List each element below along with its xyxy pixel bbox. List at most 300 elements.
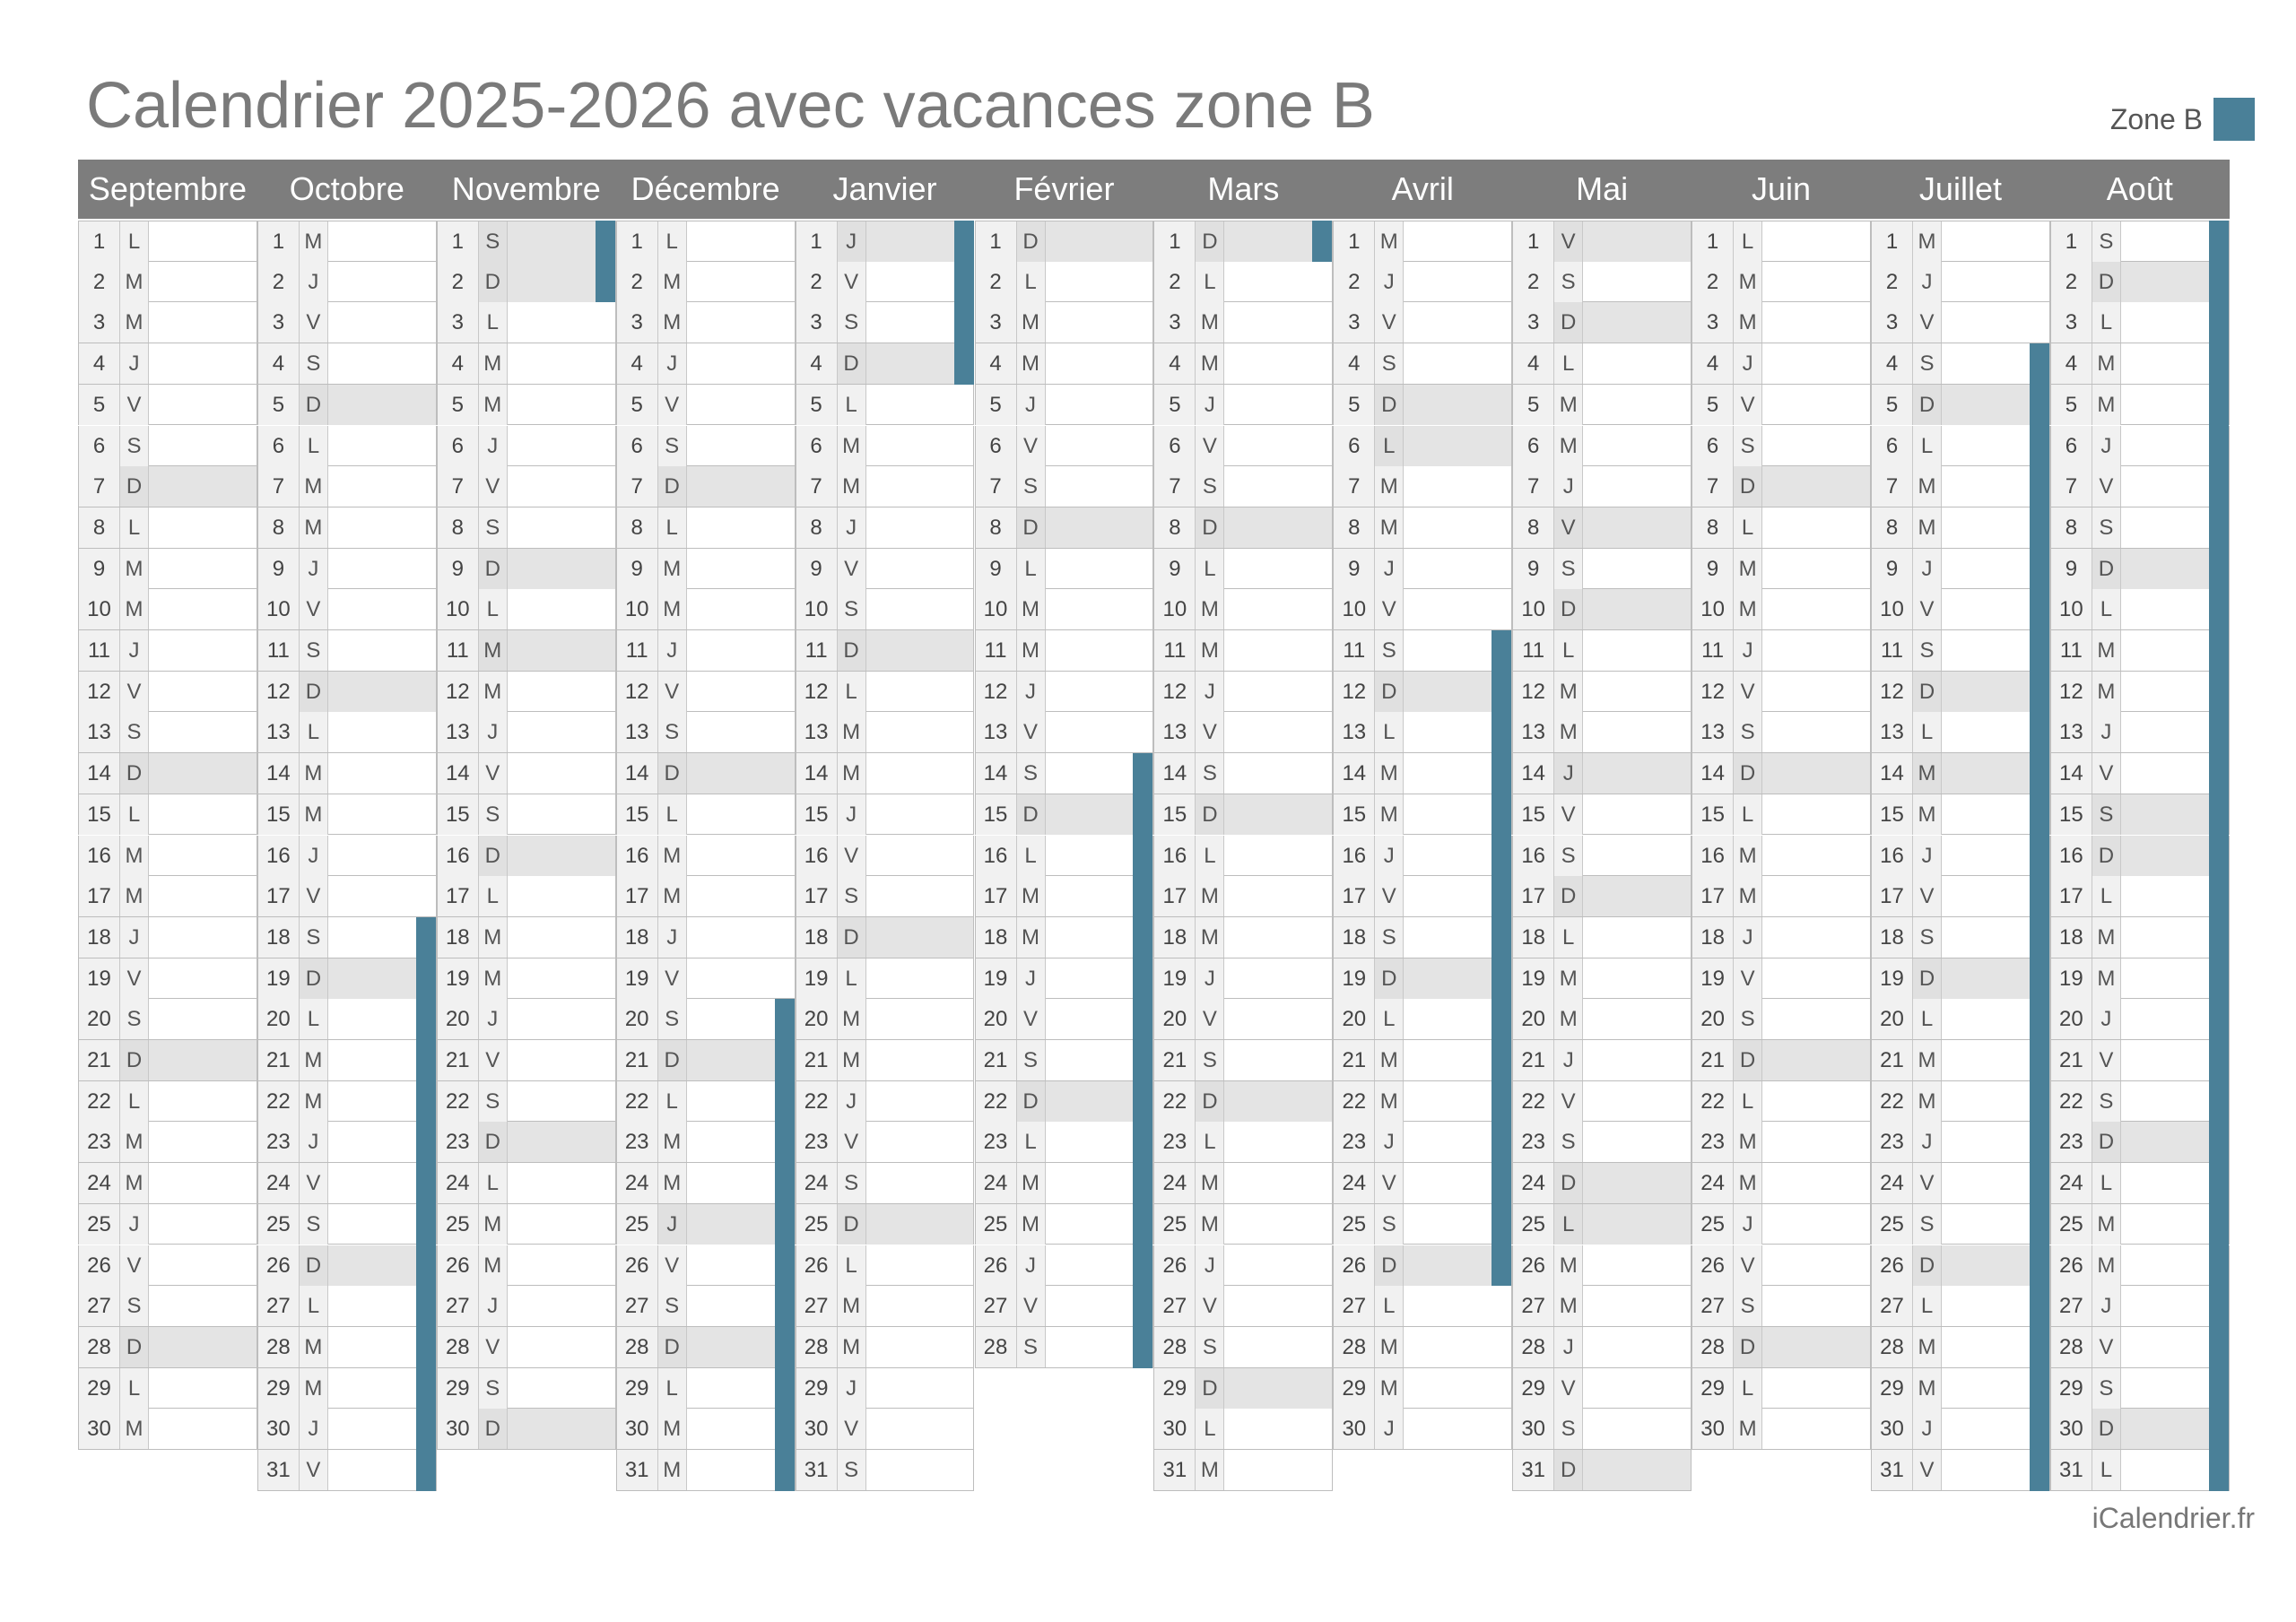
day-weekday: M — [1017, 917, 1046, 958]
day-weekday: S — [1375, 1204, 1404, 1245]
day-cell — [257, 1409, 437, 1450]
day-cell — [437, 466, 616, 507]
day-number: 14 — [79, 753, 120, 794]
day-weekday: S — [1017, 753, 1046, 794]
day-note-area — [149, 1409, 257, 1449]
day-cell — [437, 549, 616, 590]
day-number: 14 — [258, 753, 300, 794]
day-cell — [1333, 466, 1512, 507]
day-number: 18 — [1692, 917, 1734, 958]
day-cell — [616, 876, 796, 917]
day-number: 23 — [438, 1122, 479, 1162]
day-number: 7 — [1154, 466, 1196, 507]
day-number: 16 — [258, 836, 300, 876]
day-note-area — [1762, 1163, 1870, 1203]
day-weekday: J — [658, 343, 687, 384]
day-note-area — [866, 507, 974, 548]
day-cell — [1333, 1409, 1512, 1450]
day-cell — [437, 302, 616, 343]
day-note-area — [1224, 302, 1332, 343]
day-weekday: D — [300, 672, 328, 712]
day-weekday: S — [1913, 630, 1942, 671]
day-weekday: S — [658, 426, 687, 466]
day-weekday: M — [1554, 712, 1583, 752]
day-cell — [1512, 1409, 1692, 1450]
day-number: 5 — [796, 385, 838, 425]
day-cell — [1512, 876, 1692, 917]
day-weekday: M — [120, 262, 149, 302]
day-cell — [1512, 466, 1692, 507]
day-number: 22 — [617, 1081, 658, 1122]
day-weekday: L — [479, 1163, 508, 1203]
day-note-area — [1762, 917, 1870, 958]
day-weekday: V — [1913, 876, 1942, 916]
day-number: 16 — [976, 836, 1017, 876]
day-cell — [1692, 1204, 1871, 1245]
day-cell — [796, 1327, 975, 1368]
day-number: 22 — [1334, 1081, 1375, 1122]
day-number: 30 — [79, 1409, 120, 1449]
day-note-area — [149, 958, 257, 999]
day-weekday: S — [1734, 999, 1762, 1039]
day-number: 27 — [976, 1286, 1017, 1326]
day-note-area — [1224, 1163, 1332, 1203]
day-note-area — [1046, 549, 1153, 589]
day-cell — [796, 1245, 975, 1287]
day-number: 22 — [796, 1081, 838, 1122]
day-number: 25 — [1872, 1204, 1913, 1245]
day-weekday: D — [1196, 1368, 1224, 1409]
day-number: 23 — [796, 1122, 838, 1162]
day-cell — [1333, 1368, 1512, 1409]
day-number: 20 — [976, 999, 1017, 1039]
day-weekday: D — [838, 343, 866, 384]
day-cell — [796, 466, 975, 507]
day-weekday: M — [1017, 876, 1046, 916]
day-cell — [1512, 958, 1692, 1000]
day-number: 3 — [1692, 302, 1734, 343]
day-note-area — [1224, 999, 1332, 1039]
day-cell — [1871, 1204, 2050, 1245]
day-note-area — [149, 999, 257, 1039]
day-note-area — [1583, 426, 1691, 466]
day-cell — [1153, 630, 1333, 672]
day-cell — [1512, 794, 1692, 836]
day-cell — [257, 343, 437, 385]
day-number: 15 — [258, 794, 300, 835]
day-cell — [437, 1081, 616, 1123]
day-note-area — [1046, 426, 1153, 466]
day-weekday: J — [1375, 1409, 1404, 1449]
day-number: 4 — [1872, 343, 1913, 384]
day-weekday: M — [658, 1450, 687, 1490]
day-note-area — [866, 672, 974, 712]
day-note-area — [508, 999, 615, 1039]
day-number: 21 — [1513, 1040, 1554, 1080]
day-weekday: M — [1913, 1327, 1942, 1367]
day-cell — [1153, 672, 1333, 713]
day-weekday: V — [1017, 426, 1046, 466]
day-note-area — [1404, 549, 1511, 589]
day-note-area — [328, 262, 436, 302]
day-number: 10 — [438, 589, 479, 629]
day-cell — [1153, 549, 1333, 590]
day-number: 17 — [2051, 876, 2092, 916]
day-number: 4 — [258, 343, 300, 384]
day-number: 6 — [79, 426, 120, 466]
day-weekday: M — [300, 794, 328, 835]
day-number: 26 — [796, 1245, 838, 1286]
day-number: 24 — [976, 1163, 1017, 1203]
day-number: 15 — [976, 794, 1017, 835]
day-cell — [975, 589, 1154, 630]
day-cell — [1871, 589, 2050, 630]
day-cell — [1692, 999, 1871, 1040]
day-number: 8 — [1692, 507, 1734, 548]
day-note-area — [508, 712, 615, 752]
day-weekday: S — [2092, 507, 2121, 548]
day-weekday: V — [2092, 753, 2121, 794]
day-note-area — [508, 589, 615, 629]
day-number: 28 — [1513, 1327, 1554, 1367]
day-note-area — [866, 1040, 974, 1080]
day-weekday: S — [1734, 1286, 1762, 1326]
day-cell — [257, 549, 437, 590]
day-weekday: D — [1554, 589, 1583, 629]
day-cell — [1333, 1204, 1512, 1245]
day-cell — [796, 1286, 975, 1327]
day-note-area — [1583, 917, 1691, 958]
month-name: Juillet — [1918, 170, 2002, 207]
day-weekday: L — [838, 672, 866, 712]
vacation-bar — [2030, 343, 2049, 1491]
day-number: 10 — [1154, 589, 1196, 629]
day-number: 6 — [1872, 426, 1913, 466]
day-cell — [257, 1081, 437, 1123]
day-number: 16 — [796, 836, 838, 876]
day-cell — [1871, 1122, 2050, 1163]
day-weekday: D — [1196, 221, 1224, 262]
day-note-area — [1583, 712, 1691, 752]
day-cell — [257, 712, 437, 753]
day-cell — [437, 385, 616, 426]
day-note-area — [1583, 672, 1691, 712]
day-number: 17 — [976, 876, 1017, 916]
day-number: 11 — [79, 630, 120, 671]
day-weekday: J — [479, 999, 508, 1039]
day-note-area — [1404, 466, 1511, 507]
day-note-area — [1404, 262, 1511, 302]
day-weekday: S — [479, 221, 508, 262]
day-note-area — [687, 507, 795, 548]
day-weekday: J — [1913, 549, 1942, 589]
day-cell — [78, 836, 257, 877]
day-cell — [1512, 1081, 1692, 1123]
day-weekday: M — [2092, 385, 2121, 425]
vacation-bar — [1312, 221, 1332, 262]
day-note-area — [508, 343, 615, 384]
day-cell — [1153, 426, 1333, 467]
day-note-area — [328, 876, 436, 916]
day-cell — [1692, 262, 1871, 303]
day-number: 28 — [1334, 1327, 1375, 1367]
day-number: 16 — [438, 836, 479, 876]
day-number: 26 — [1872, 1245, 1913, 1286]
day-cell — [1153, 466, 1333, 507]
day-weekday: D — [1554, 1450, 1583, 1490]
day-number: 30 — [617, 1409, 658, 1449]
day-number: 24 — [1154, 1163, 1196, 1203]
day-note-area — [149, 1081, 257, 1122]
day-cell — [796, 1163, 975, 1204]
day-number: 1 — [258, 221, 300, 262]
day-weekday: L — [1913, 712, 1942, 752]
day-weekday: V — [2092, 1327, 2121, 1367]
day-weekday: D — [120, 466, 149, 507]
day-number: 22 — [1513, 1081, 1554, 1122]
day-weekday: M — [1375, 221, 1404, 262]
day-cell — [437, 1204, 616, 1245]
day-note-area — [1404, 1368, 1511, 1409]
day-number: 18 — [438, 917, 479, 958]
day-number: 15 — [1334, 794, 1375, 835]
day-weekday: D — [1375, 385, 1404, 425]
day-note-area — [328, 426, 436, 466]
day-cell — [616, 1122, 796, 1163]
day-note-area — [149, 836, 257, 876]
day-note-area — [328, 672, 436, 712]
month-name: Juin — [1752, 170, 1812, 207]
day-weekday: V — [1196, 1286, 1224, 1326]
day-number: 13 — [976, 712, 1017, 752]
day-number: 17 — [1334, 876, 1375, 916]
day-note-area — [508, 1409, 615, 1449]
day-cell — [437, 999, 616, 1040]
day-cell — [1512, 426, 1692, 467]
day-number: 25 — [1154, 1204, 1196, 1245]
day-note-area — [1762, 507, 1870, 548]
day-note-area — [687, 958, 795, 999]
month-name: Avril — [1391, 170, 1454, 207]
day-cell — [2050, 672, 2230, 713]
day-number: 31 — [258, 1450, 300, 1490]
day-number: 4 — [2051, 343, 2092, 384]
day-cell — [1333, 1327, 1512, 1368]
day-weekday: V — [479, 466, 508, 507]
day-cell — [437, 343, 616, 385]
day-cell — [975, 999, 1154, 1040]
day-cell — [78, 1204, 257, 1245]
day-weekday: J — [1196, 672, 1224, 712]
day-number: 17 — [79, 876, 120, 916]
day-cell — [616, 836, 796, 877]
day-cell — [1512, 1204, 1692, 1245]
day-weekday: L — [1196, 836, 1224, 876]
day-weekday: M — [838, 1327, 866, 1367]
day-number: 25 — [617, 1204, 658, 1245]
day-note-area — [508, 1286, 615, 1326]
day-cell — [1153, 753, 1333, 794]
day-weekday: M — [300, 1327, 328, 1367]
day-weekday: M — [1017, 1163, 1046, 1203]
day-weekday: D — [300, 958, 328, 999]
day-cell — [796, 1368, 975, 1409]
day-cell — [616, 385, 796, 426]
day-weekday: M — [1196, 1204, 1224, 1245]
day-note-area — [508, 549, 615, 589]
day-cell — [257, 385, 437, 426]
day-number: 16 — [1872, 836, 1913, 876]
day-cell — [1512, 753, 1692, 794]
day-number: 17 — [617, 876, 658, 916]
day-weekday: D — [658, 753, 687, 794]
day-weekday: M — [1913, 794, 1942, 835]
day-number: 11 — [617, 630, 658, 671]
day-weekday: M — [838, 426, 866, 466]
day-cell — [796, 549, 975, 590]
day-number: 15 — [796, 794, 838, 835]
day-cell — [1692, 712, 1871, 753]
day-note-area — [1224, 1450, 1332, 1490]
day-cell — [975, 426, 1154, 467]
day-note-area — [1942, 262, 2049, 302]
day-cell — [796, 1081, 975, 1123]
day-note-area — [1762, 426, 1870, 466]
day-cell — [1512, 836, 1692, 877]
day-number: 28 — [79, 1327, 120, 1367]
day-weekday: M — [1734, 1409, 1762, 1449]
day-number: 11 — [1872, 630, 1913, 671]
day-cell — [257, 836, 437, 877]
day-cell — [616, 343, 796, 385]
day-cell — [1153, 507, 1333, 549]
day-number: 3 — [2051, 302, 2092, 343]
day-weekday: D — [1375, 958, 1404, 999]
day-number: 21 — [796, 1040, 838, 1080]
day-weekday: J — [2092, 1286, 2121, 1326]
day-cell — [1333, 302, 1512, 343]
day-cell — [1871, 1409, 2050, 1450]
day-number: 3 — [258, 302, 300, 343]
legend-swatch — [2213, 98, 2255, 141]
day-note-area — [866, 1122, 974, 1162]
day-weekday: S — [1913, 917, 1942, 958]
day-weekday: M — [838, 999, 866, 1039]
day-cell — [78, 549, 257, 590]
day-weekday: J — [838, 1368, 866, 1409]
day-cell — [78, 385, 257, 426]
day-note-area — [687, 672, 795, 712]
day-note-area — [687, 589, 795, 629]
day-cell — [1871, 302, 2050, 343]
day-cell — [796, 262, 975, 303]
day-note-area — [508, 1081, 615, 1122]
day-cell — [1871, 999, 2050, 1040]
day-note-area — [1404, 1286, 1511, 1326]
day-note-area — [1224, 1368, 1332, 1409]
day-weekday: L — [120, 1081, 149, 1122]
day-number: 12 — [1692, 672, 1734, 712]
day-note-area — [1583, 753, 1691, 794]
day-note-area — [687, 712, 795, 752]
day-cell — [616, 999, 796, 1040]
day-number: 10 — [1872, 589, 1913, 629]
day-weekday: M — [1734, 1163, 1762, 1203]
day-weekday: V — [120, 385, 149, 425]
day-cell — [616, 1368, 796, 1409]
day-cell — [1333, 917, 1512, 958]
day-cell — [437, 712, 616, 753]
day-cell — [1871, 1450, 2050, 1491]
day-number: 12 — [1154, 672, 1196, 712]
day-weekday: S — [300, 343, 328, 384]
day-number: 13 — [1334, 712, 1375, 752]
day-cell — [796, 1040, 975, 1081]
day-cell — [1333, 1122, 1512, 1163]
day-cell — [2050, 221, 2230, 262]
day-weekday: D — [1196, 794, 1224, 835]
day-number: 22 — [1872, 1081, 1913, 1122]
day-cell — [78, 466, 257, 507]
day-weekday: M — [1196, 1450, 1224, 1490]
day-weekday: D — [1017, 221, 1046, 262]
day-number: 16 — [1692, 836, 1734, 876]
day-weekday: M — [479, 1204, 508, 1245]
day-weekday: D — [479, 262, 508, 302]
day-number: 21 — [1154, 1040, 1196, 1080]
day-weekday: J — [1017, 958, 1046, 999]
day-number: 13 — [1154, 712, 1196, 752]
day-number: 19 — [1513, 958, 1554, 999]
day-cell — [1153, 917, 1333, 958]
day-cell — [1333, 753, 1512, 794]
day-number: 17 — [796, 876, 838, 916]
day-number: 18 — [796, 917, 838, 958]
vacation-bar — [416, 917, 436, 1491]
day-note-area — [1762, 672, 1870, 712]
day-weekday: M — [658, 876, 687, 916]
day-weekday: V — [1375, 589, 1404, 629]
day-note-area — [687, 836, 795, 876]
day-number: 2 — [976, 262, 1017, 302]
day-number: 11 — [796, 630, 838, 671]
day-weekday: M — [658, 1122, 687, 1162]
day-cell — [1871, 876, 2050, 917]
day-weekday: L — [838, 385, 866, 425]
day-number: 1 — [1334, 221, 1375, 262]
day-weekday: V — [479, 753, 508, 794]
day-number: 28 — [796, 1327, 838, 1367]
day-weekday: M — [658, 836, 687, 876]
day-cell — [1871, 712, 2050, 753]
day-number: 18 — [2051, 917, 2092, 958]
day-cell — [2050, 1081, 2230, 1123]
day-number: 25 — [1692, 1204, 1734, 1245]
day-weekday: L — [1734, 507, 1762, 548]
day-cell — [257, 1122, 437, 1163]
day-weekday: L — [479, 876, 508, 916]
day-note-area — [328, 794, 436, 835]
day-note-area — [1046, 385, 1153, 425]
day-cell — [975, 507, 1154, 549]
day-cell — [78, 958, 257, 1000]
day-cell — [1153, 1368, 1333, 1409]
day-number: 20 — [796, 999, 838, 1039]
day-weekday: L — [2092, 1450, 2121, 1490]
day-number: 26 — [258, 1245, 300, 1286]
day-weekday: M — [1196, 917, 1224, 958]
day-weekday: J — [1017, 672, 1046, 712]
